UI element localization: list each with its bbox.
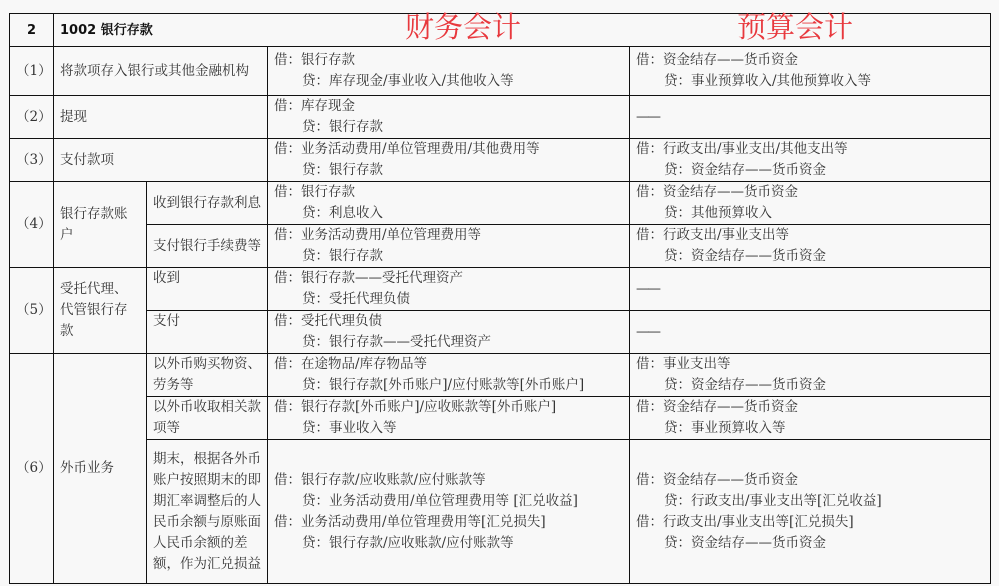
financial-entry: 借：银行存款[外币账户]/应收账款等[外币账户] 贷：事业收入等 [268,397,630,440]
budget-entry: —— [630,96,991,139]
financial-accounting-label: 财务会计 [405,10,522,44]
account-number: 2 [10,14,54,47]
row-subitem: 收到 [147,268,268,311]
budget-entry: 借：事业支出等 贷：资金结存——货币资金 [630,354,991,397]
financial-entry: 借：在途物品/库存物品等 贷：银行存款[外币账户]/应付账款等[外币账户] [268,354,630,397]
table-row-5b [10,311,991,354]
row-number: （5） [10,268,54,354]
account-title-text: 1002 银行存款 [60,22,153,38]
row-number: （2） [10,96,54,139]
table-row-2 [10,96,991,139]
financial-entry: 借：库存现金 贷：银行存款 [268,96,630,139]
row-number: （3） [10,139,54,182]
table-row-6a [10,354,991,397]
row-subitem: 支付银行手续费等 [147,225,268,268]
row-item: 外币业务 [54,354,147,584]
account-title [54,10,991,47]
row-item: 支付款项 [54,139,268,182]
budget-entry: —— [630,268,991,311]
financial-entry: 借：业务活动费用/单位管理费用等 贷：银行存款 [268,225,630,268]
table-row-3 [10,139,991,182]
budget-entry: —— [630,311,991,354]
header-row [10,14,991,47]
table-row-6c [10,440,991,584]
row-subitem: 以外币购买物资、劳务等 [147,354,268,397]
row-subitem: 以外币收取相关款项等 [147,397,268,440]
table-row-5a [10,268,991,311]
budget-accounting-label: 预算会计 [737,10,854,44]
financial-entry: 借：银行存款——受托代理资产 贷：受托代理负债 [268,268,630,311]
financial-entry: 借：银行存款 贷：库存现金/事业收入/其他收入等 [268,47,630,96]
table-row-6b [10,397,991,440]
row-item: 提现 [54,96,268,139]
budget-entry: 借：行政支出/事业支出等 贷：资金结存——货币资金 [630,225,991,268]
row-item: 将款项存入银行或其他金融机构 [54,47,268,96]
financial-entry: 借：银行存款 贷：利息收入 [268,182,630,225]
row-item: 银行存款账户 [54,182,147,268]
row-subitem: 收到银行存款利息 [147,182,268,225]
budget-entry: 借：行政支出/事业支出/其他支出等 贷：资金结存——货币资金 [630,139,991,182]
budget-entry: 借：资金结存——货币资金 贷：事业预算收入等 [630,397,991,440]
row-item: 受托代理、代管银行存款 [54,268,147,354]
table-row-4a [10,182,991,225]
budget-entry: 借：资金结存——货币资金 贷：行政支出/事业支出等[汇兑收益] 借：行政支出/事业支出等[汇兑损失] 贷：资金结存——货币资金 [630,440,991,584]
financial-entry: 借：业务活动费用/单位管理费用/其他费用等 贷：银行存款 [268,139,630,182]
budget-entry: 借：资金结存——货币资金 贷：其他预算收入 [630,182,991,225]
budget-entry: 借：资金结存——货币资金 贷：事业预算收入/其他预算收入等 [630,47,991,96]
row-subitem: 期末，根据各外币账户按照期末的即期汇率调整后的人民币余额与原账面人民币余额的差额，作为汇兑损益 [147,440,268,584]
financial-entry: 借：受托代理负债 贷：银行存款——受托代理资产 [268,311,630,354]
row-subitem: 支付 [147,311,268,354]
row-number: （4） [10,182,54,268]
financial-entry: 借：银行存款/应收账款/应付账款等 贷：业务活动费用/单位管理费用等 [汇兑收益] 借：业务活动费用/单位管理费用等[汇兑损失] 贷：银行存款/应收账款/应付账款等 [268,440,630,584]
table-row-1 [10,47,991,96]
row-number: （6） [10,354,54,584]
accounting-table [9,10,991,584]
table-row-4b [10,225,991,268]
row-number: （1） [10,47,54,96]
